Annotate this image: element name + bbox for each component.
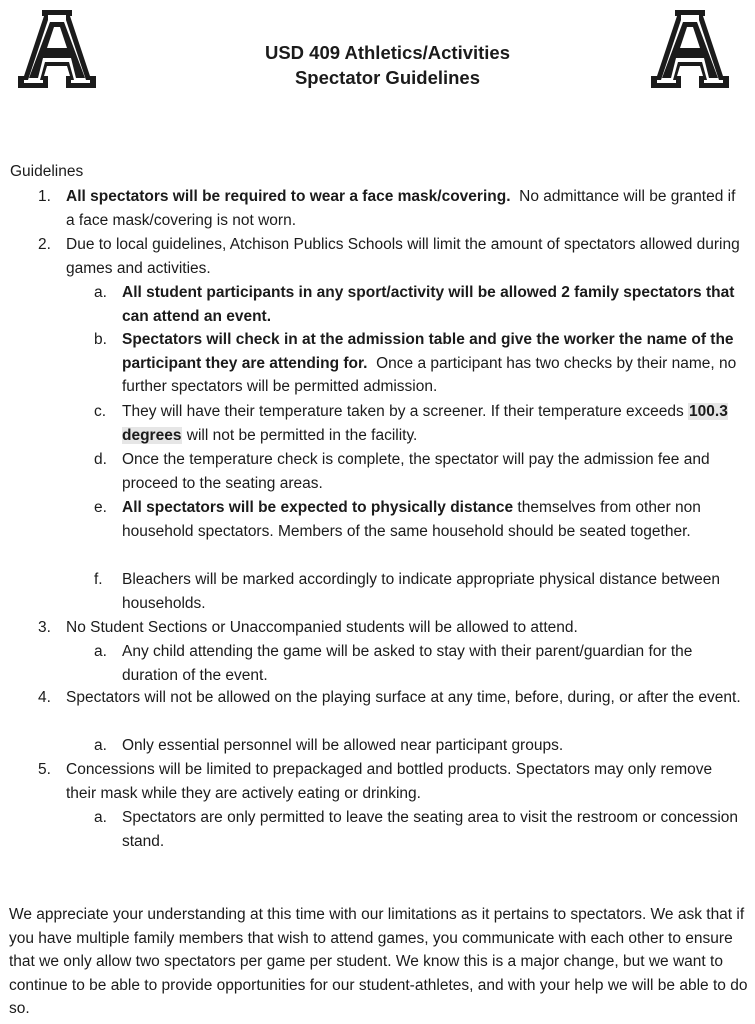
subitem-text: Spectators are only permitted to leave the seating area to visit the restroom or concession stand. (122, 809, 739, 850)
subitem-bold-text: All spectators will be expected to physically distance (122, 499, 514, 516)
item-text: Due to local guidelines, Atchison Publics Schools will limit the amount of spectators allowed during games and activities. (66, 236, 740, 277)
guideline-subitem-3a (94, 640, 754, 687)
guideline-subitem-2c (94, 400, 754, 447)
subitem-letter: b. (94, 331, 107, 348)
subitem-text: Bleachers will be marked accordingly to indicate appropriate physical distance between households. (122, 571, 720, 612)
item-number: 5. (38, 761, 51, 778)
subitem-letter: d. (94, 451, 107, 468)
item-number: 1. (38, 188, 51, 205)
item-text: No Student Sections or Unaccompanied students will be allowed to attend. (66, 619, 578, 636)
temperature-highlight: 100.3 degrees (122, 403, 728, 444)
subitem-text: themselves from other non household spectators. Members of the same household should be seated together. (122, 499, 701, 540)
guideline-subitem-2b (94, 328, 754, 399)
guideline-subitem-4a (94, 734, 754, 758)
subitem-text: Any child attending the game will be asked to stay with their parent/guardian for the duration of the event. (122, 643, 693, 684)
guideline-item-2 (38, 233, 748, 280)
guideline-subitem-2e (94, 496, 754, 543)
subitem-letter: a. (94, 643, 107, 660)
school-logo-right (647, 8, 733, 92)
subitem-bold-text: Spectators will check in at the admission table and give the worker the name of the participant they are attending for. (122, 331, 734, 372)
subitem-letter: e. (94, 499, 107, 516)
guideline-subitem-2a (94, 281, 754, 328)
guideline-item-5 (38, 758, 748, 805)
section-heading: Guidelines (10, 163, 84, 180)
item-number: 2. (38, 236, 51, 253)
guideline-item-4 (38, 686, 748, 710)
document-title (160, 40, 615, 90)
item-number: 4. (38, 689, 51, 706)
subitem-text: Only essential personnel will be allowed near participant groups. (122, 737, 564, 754)
subitem-letter: c. (94, 403, 107, 420)
guideline-subitem-2f (94, 568, 754, 615)
guideline-subitem-2d (94, 448, 754, 495)
subitem-text: Once a participant has two checks by their name, no further spectators will be permitted admission. (122, 354, 737, 396)
subitem-text: Once the temperature check is complete, the spectator will pay the admission fee and proceed to the seating areas. (122, 451, 710, 492)
subitem-letter: a. (94, 809, 107, 826)
guideline-item-1 (38, 185, 748, 232)
item-number: 3. (38, 619, 51, 636)
subitem-letter: f. (94, 571, 103, 588)
item-text: Concessions will be limited to prepackaged and bottled products. Spectators may only remove their mask while they are actively eating or drinking. (66, 761, 713, 802)
subitem-letter: a. (94, 284, 107, 301)
subitem-bold-text: All student participants in any sport/activity will be allowed 2 family spectators that can attend an event. (122, 284, 735, 325)
subitem-text: will not be permitted in the facility. (186, 426, 418, 444)
item-text: No admittance will be granted if a face mask/covering is not worn. (66, 188, 736, 229)
title-line-1: USD 409 Athletics/Activities (264, 42, 511, 63)
school-logo-left (14, 8, 100, 92)
subitem-text: They will have their temperature taken by a screener. If their temperature exceeds (122, 403, 684, 420)
closing-paragraph: We appreciate your understanding at this time with our limitations as it pertains to spectators. We ask that if you have multiple family members that wish to attend games, you communicate with each other to ensure that we only allow two spectators per game per student. We know this is a major change, but we want to continue to be able to provide opportunities for our student-athletes, and with your help we will be able to do so. (9, 906, 748, 1018)
item-text: Spectators will not be allowed on the playing surface at any time, before, during, or after the event. (66, 689, 741, 706)
title-line-2: Spectator Guidelines (294, 67, 481, 88)
item-bold-text: All spectators will be required to wear a face mask/covering. (66, 188, 511, 205)
guideline-item-3 (38, 616, 748, 640)
subitem-letter: a. (94, 737, 107, 754)
guideline-subitem-5a (94, 806, 754, 853)
